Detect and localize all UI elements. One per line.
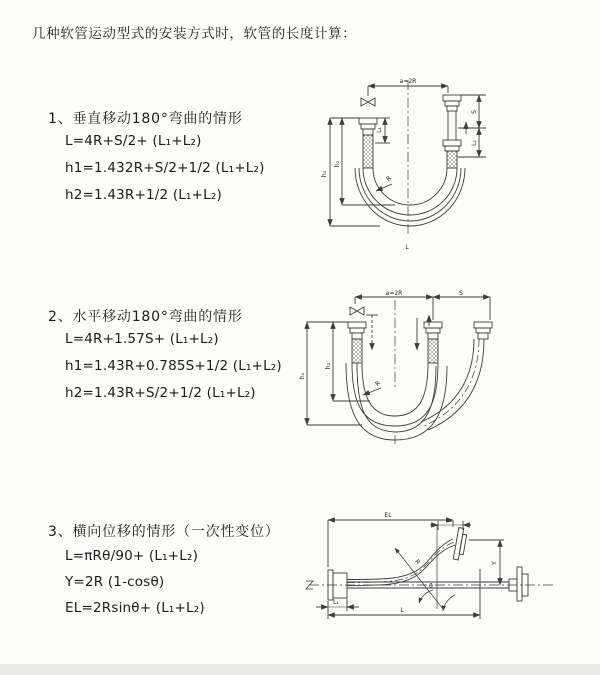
dim-label-s: S [471, 110, 478, 114]
valve-icon [350, 307, 364, 315]
formula-line: h2=1.43R+S/2+1/2 (L₁+L₂) [65, 385, 256, 401]
angle-arc [443, 595, 455, 611]
hose-u-bend [355, 168, 465, 226]
right-flange-top [443, 95, 461, 111]
radius-leader [363, 388, 381, 395]
left-flange [359, 118, 377, 135]
dim-label-s: S [459, 290, 463, 297]
page-bottom-edge [0, 664, 600, 675]
formula-line: h1=1.43R+0.785S+1/2 (L₁+L₂) [65, 358, 282, 374]
hose-displaced-position [347, 539, 455, 586]
left-flange [348, 322, 366, 339]
braid-section [352, 339, 362, 363]
radius-label: R [413, 558, 422, 566]
right-flange [474, 322, 492, 339]
length-label: L [400, 607, 404, 614]
dim-label-l1: L₁ [333, 599, 339, 606]
dim-label-h1: h₁ [321, 170, 328, 178]
radius-label: R [385, 174, 393, 183]
formula-line: L=4R+1.57S+ (L₁+L₂) [65, 331, 219, 347]
formula-line: h1=1.432R+S/2+1/2 (L₁+L₂) [65, 160, 265, 176]
formula-line: EL=2Rsinθ+ (L₁+L₂) [65, 600, 205, 616]
right-flange-bottom [443, 140, 461, 151]
formula-line: h2=1.43R+1/2 (L₁+L₂) [65, 187, 222, 203]
formula-line: L=4R+S/2+ (L₁+L₂) [65, 133, 202, 149]
dim-label-l2: L₂ [471, 140, 478, 146]
section-2-heading: 2、水平移动180°弯曲的情形 [48, 309, 243, 325]
dim-label-l2: L₂ [446, 517, 452, 524]
braid-section [447, 151, 457, 168]
braid-section [428, 339, 438, 363]
diagram-horizontal-180-bend [300, 288, 540, 463]
dim-label-h2: h₂ [334, 160, 341, 168]
braid-section [363, 135, 373, 168]
diagram-vertical-180-bend [300, 72, 540, 257]
upper-flange [453, 528, 467, 561]
dim-label-h2: h₂ [325, 362, 332, 370]
dim-label-el: EL [384, 512, 392, 519]
angle-arc [419, 590, 433, 603]
dim-label-y: Y [491, 561, 498, 565]
formula-line: Y=2R (1-cosθ) [65, 574, 165, 590]
dim-label-h1: h₁ [299, 372, 306, 380]
formula-line: L=πRθ/90+ (L₁+L₂) [65, 548, 199, 564]
valve-icon [361, 98, 375, 106]
page-title: 几种软管运动型式的安装方式时，软管的长度计算： [32, 26, 357, 42]
right-flange [509, 567, 528, 601]
diagram-lateral-displacement [303, 503, 568, 658]
dim-label-span: a=2R [399, 78, 417, 85]
length-label: L [405, 244, 409, 251]
dim-label-l1: L₁ [376, 127, 383, 133]
middle-flange [424, 322, 442, 339]
radius-label: R [374, 379, 382, 388]
theta-label: θ [429, 583, 433, 590]
dim-label-span: a=2R [385, 290, 403, 297]
section-3-heading: 3、横向位移的情形（一次性变位） [48, 524, 280, 540]
section-1-heading: 1、垂直移动180°弯曲的情形 [48, 111, 243, 127]
